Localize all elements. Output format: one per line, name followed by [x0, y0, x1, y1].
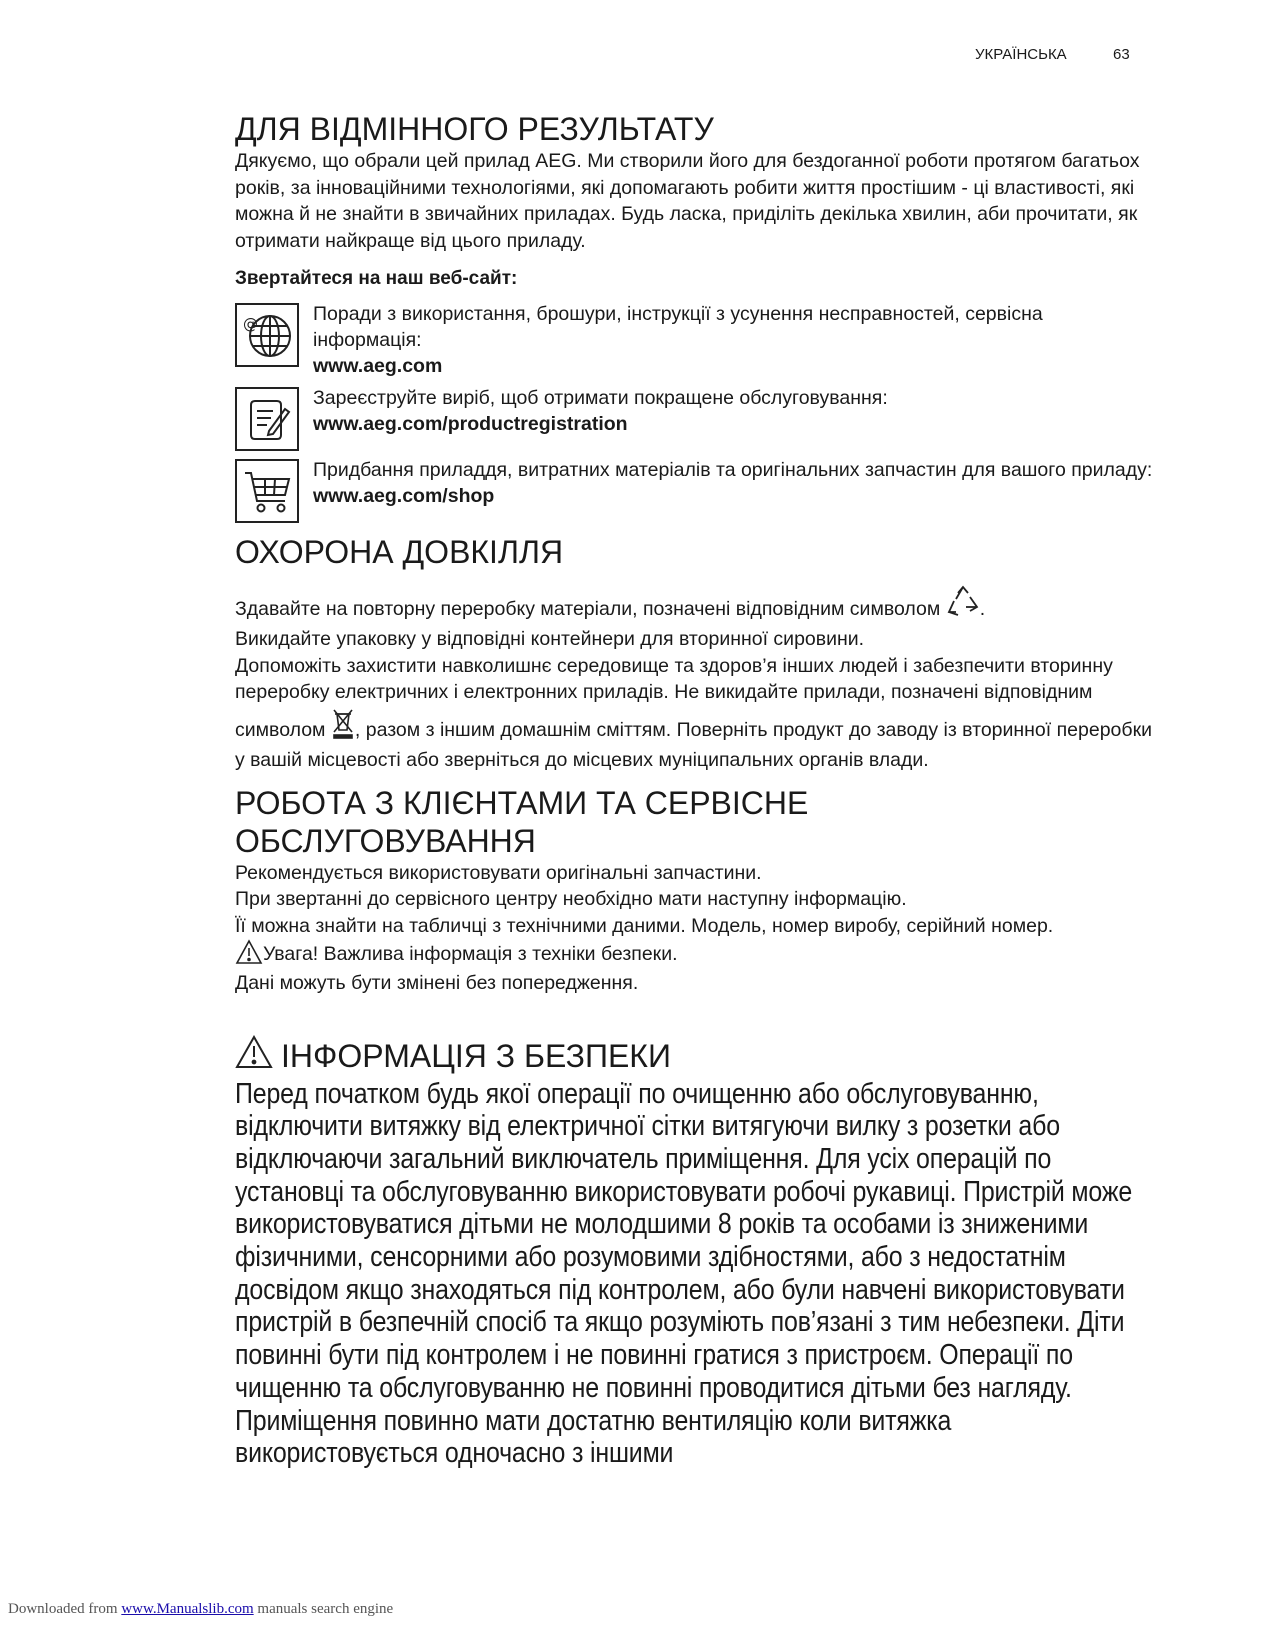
website-label: Звертайтеся на наш веб-сайт:: [235, 268, 518, 289]
page-content: [235, 110, 1155, 1470]
page-header: [0, 46, 1275, 70]
warning-icon: [235, 1035, 273, 1074]
svg-text:@: @: [243, 314, 258, 333]
service-line-4: Дані можуть бути змінені без попередження.: [235, 972, 639, 994]
intro-paragraph: Дякуємо, що обрали цей прилад AEG. Ми створили його для бездоганної роботи протягом багатьох років, за інноваційними технологіями, які допомагають робити життя простішим - ці властивості, які можна й не знайти в звичайних приладах. Будь ласка, приділіть декілька хвилин, аби прочитати, як отримати найкраще від цього приладу.: [235, 150, 1140, 252]
website-link-shop[interactable]: www.aeg.com/shop: [313, 484, 495, 507]
globe-icon: [235, 303, 299, 367]
safety-title: ІНФОРМАЦІЯ З БЕЗПЕКИ: [281, 1037, 671, 1074]
recycle-icon: [946, 585, 980, 627]
website-item-registration: [235, 387, 1155, 451]
service-warning: [235, 939, 1155, 970]
warning-icon: [235, 939, 263, 970]
website-item-text: Поради з використання, брошури, інструкції з усунення несправностей, сервісна інформація:: [313, 302, 1043, 351]
crossed-bin-icon: [331, 706, 355, 748]
page-number: 63: [1113, 46, 1130, 63]
website-link-registration[interactable]: www.aeg.com/productregistration: [313, 412, 628, 435]
section-title-safety: [235, 1035, 1155, 1074]
language-label: УКРАЇНСЬКА: [975, 46, 1067, 63]
website-item-info: [235, 303, 1155, 379]
environment-paragraph-1: Здавайте на повторну переробку матеріали, позначені відповідним символом . Викидайте упаковку у відповідні контейнери для вторинної сировини.: [235, 585, 1155, 653]
environment-paragraph-2: Допоможіть захистити навколишнє середовище та здоров’я інших людей і забезпечити вторинну переробку електричних і електронних приладів. Не викидайте прилади, позначені відповідним символом , разом з іншим домашнім сміттям. Поверніть продукт до заводу із вторинної переробки у вашій місцевості або зверніться до місцевих муніципальних органів влади.: [235, 654, 1152, 771]
website-item-text: Зареєструйте виріб, щоб отримати покращене обслуговування:: [313, 386, 888, 409]
website-item-text: Придбання приладдя, витратних матеріалів та оригінальних запчастин для вашого приладу:: [313, 458, 1153, 481]
section-title-environment: ОХОРОНА ДОВКІЛЛЯ: [235, 533, 564, 570]
safety-paragraph: Перед початком будь якої операції по очищенню або обслуговуванню, відключити витяжку від електричної сітки витягуючи вилку з розетки або відключаючи загальний виключатель приміщення. Для усіх операцій по установці та обслуговуванню використовувати робочі рукавиці. Пристрій може використовуватися дітьми не молодшими 8 років та особами із зниженими фізичними, сенсорними або розумовими здібностями, або з недостатнім досвідом якщо знаходяться під контролем, або були навчені використовувати пристрій в безпечній спосіб та якщо розуміють пов’язані з тим небезпеки. Діти повинні бути під контролем і не повинні гратися з пристроєм. Операції по чищенню та обслуговуванню не повинні проводитися дітьми без нагляду. Приміщення повинно мати достатню вентиляцію коли витяжка використовується одночасно з іншими: [235, 1077, 1133, 1470]
warning-text: Увага! Важлива інформація з техніки безпеки.: [263, 943, 678, 966]
website-item-shop: [235, 459, 1155, 523]
website-link-main[interactable]: www.aeg.com: [313, 354, 443, 377]
service-line-2: При звертанні до сервісного центру необхідно мати наступну інформацію.: [235, 888, 907, 910]
service-line-3: Її можна знайти на табличці з технічними даними. Модель, номер виробу, серійний номер.: [235, 914, 1054, 937]
registration-icon: [235, 387, 299, 451]
cart-icon: [235, 459, 299, 523]
section-title-service: РОБОТА З КЛІЄНТАМИ ТА СЕРВІСНЕ ОБСЛУГОВУВАННЯ: [235, 784, 809, 859]
manualslib-link[interactable]: www.Manualslib.com: [121, 1601, 254, 1617]
section-title-result: ДЛЯ ВІДМІННОГО РЕЗУЛЬТАТУ: [235, 111, 714, 147]
download-footer: Downloaded from www.Manualslib.com manuals search engine: [8, 1601, 394, 1617]
service-line-1: Рекомендується використовувати оригінальні запчастини.: [235, 861, 762, 884]
